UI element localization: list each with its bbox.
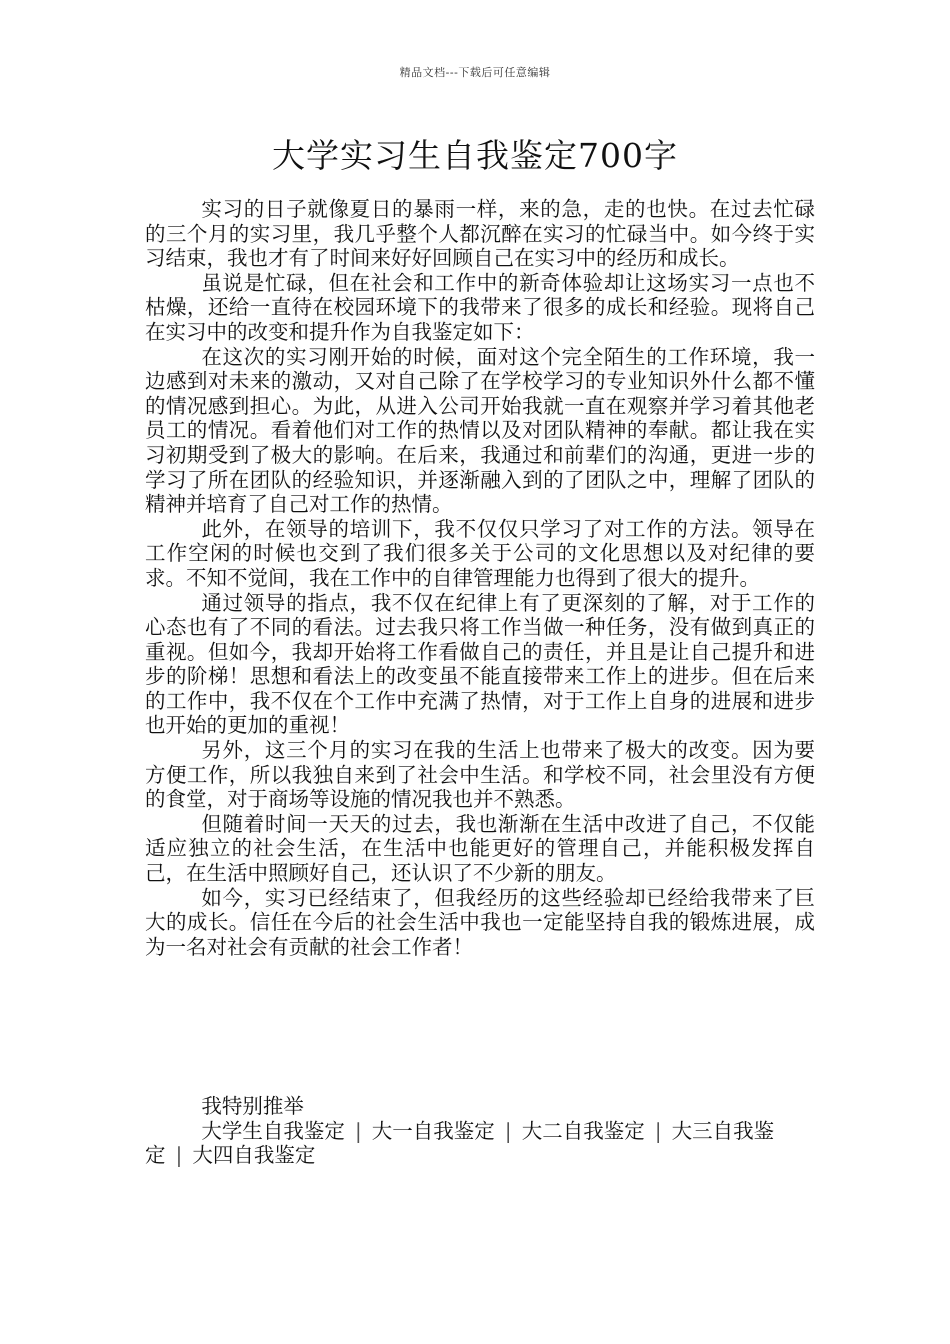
recommend-link-college[interactable]: 大学生自我鉴定 bbox=[201, 1118, 345, 1143]
recommend-links bbox=[145, 1119, 815, 1168]
recommend-section bbox=[145, 1094, 815, 1168]
recommend-link-senior[interactable]: 大四自我鉴定 bbox=[192, 1143, 316, 1168]
recommend-link-freshman[interactable]: 大一自我鉴定 bbox=[371, 1118, 495, 1143]
paragraph: 但随着时间一天天的过去，我也渐渐在生活中改进了自己，不仅能适应独立的社会生活，在生活中也能更好的管理自己，并能积极发挥自己，在生活中照顾好自己，还认识了不少新的朋友。 bbox=[145, 811, 815, 886]
recommend-label: 我特别推举 bbox=[201, 1094, 304, 1118]
link-separator: | bbox=[654, 1118, 662, 1143]
link-separator: | bbox=[175, 1143, 183, 1168]
paragraph: 虽说是忙碌，但在社会和工作中的新奇体验却让这场实习一点也不枯燥，还给一直待在校园环境下的我带来了很多的成长和经验。现将自己在实习中的改变和提升作为自我鉴定如下： bbox=[145, 270, 815, 344]
recommend-link-junior[interactable]: 大三自我鉴定 bbox=[145, 1118, 775, 1168]
document-title: 大学实习生自我鉴定700字 bbox=[272, 136, 678, 175]
paragraph: 在这次的实习刚开始的时候，面对这个完全陌生的工作环境，我一边感到对未来的激动，又对自己除了在学校学习的专业知识外什么都不懂的情况感到担心。为此，从进入公司开始我就一直在观察并学习着其他老员工的情况。看着他们对工作的热情以及对团队精神的奉献。都让我在实习初期受到了极大的影响。在后来，我通过和前辈们的沟通，更进一步的学习了所在团队的经验知识，并逐渐融入到的了团队之中，理解了团队的精神并培育了自己对工作的热情。 bbox=[145, 344, 815, 517]
paragraph: 实习的日子就像夏日的暴雨一样，来的急，走的也快。在过去忙碌的三个月的实习里，我几乎整个人都沉醉在实习的忙碌当中。如今终于实习结束，我也才有了时间来好好回顾自己在实习中的经历和成长。 bbox=[145, 197, 815, 271]
page-header: 精品文档---下载后可任意编辑 bbox=[399, 66, 551, 79]
link-separator: | bbox=[354, 1118, 362, 1143]
paragraph: 此外，在领导的培训下，我不仅仅只学习了对工作的方法。领导在工作空闲的时候也交到了我们很多关于公司的文化思想以及对纪律的要求。不知不觉间，我在工作中的自律管理能力也得到了很大的提升。 bbox=[145, 516, 815, 590]
paragraph: 通过领导的指点，我不仅在纪律上有了更深刻的了解，对于工作的心态也有了不同的看法。过去我只将工作当做一种任务，没有做到真正的重视。但如今，我却开始将工作看做自己的责任，并且是让自己提升和进步的阶梯！思想和看法上的改变虽不能直接带来工作上的进步。但在后来的工作中，我不仅在个工作中充满了热情，对于工作上自身的进展和进步也开始的更加的重视！ bbox=[145, 590, 815, 738]
document-body bbox=[145, 197, 815, 959]
recommend-link-sophomore[interactable]: 大二自我鉴定 bbox=[521, 1118, 645, 1143]
paragraph: 另外，这三个月的实习在我的生活上也带来了极大的改变。因为要方便工作，所以我独自来到了社会中生活。和学校不同，社会里没有方便的食堂，对于商场等设施的情况我也并不熟悉。 bbox=[145, 738, 815, 812]
paragraph: 如今，实习已经结束了，但我经历的这些经验却已经给我带来了巨大的成长。信任在今后的社会生活中我也一定能坚持自我的锻炼进展，成为一名对社会有贡献的社会工作者！ bbox=[145, 885, 815, 959]
link-separator: | bbox=[504, 1118, 512, 1143]
